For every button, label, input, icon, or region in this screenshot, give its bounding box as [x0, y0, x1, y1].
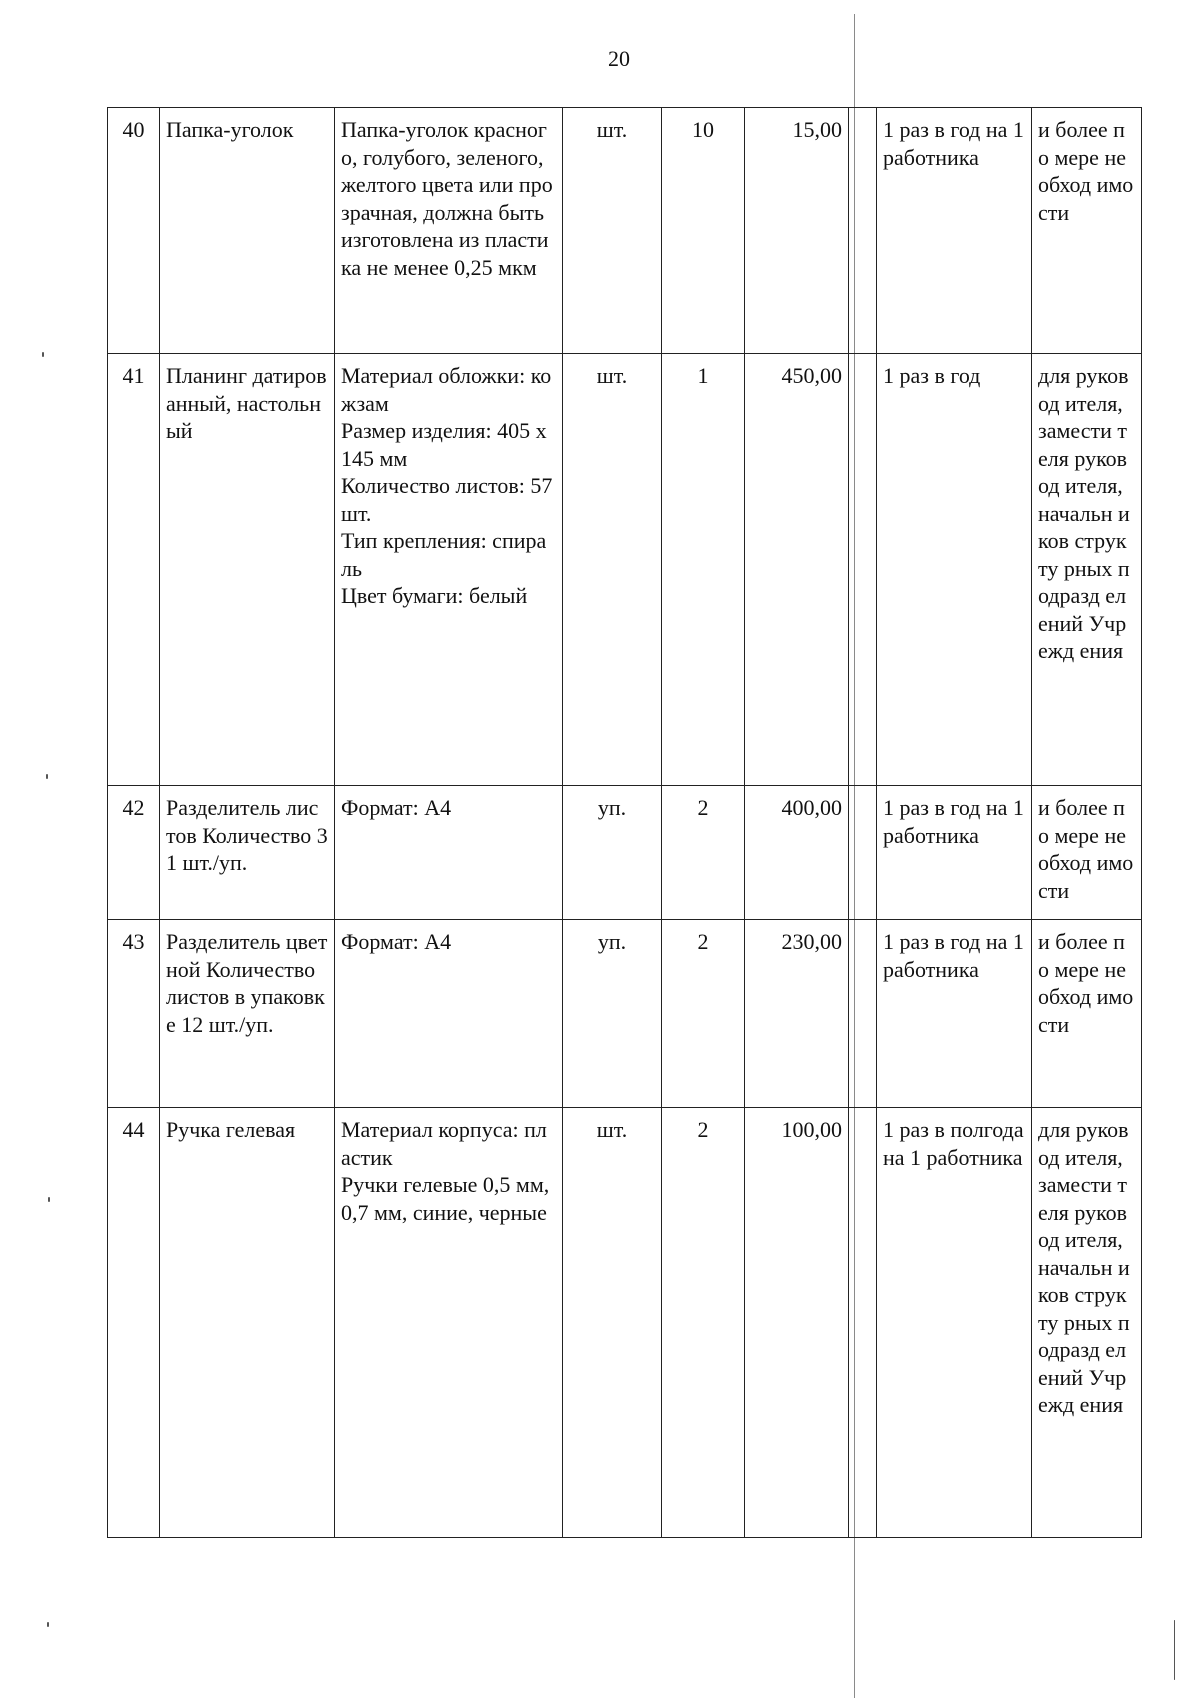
item-unit: шт.	[563, 1108, 662, 1538]
spacer-cell	[849, 108, 877, 354]
table-row	[108, 786, 1142, 920]
item-price: 230,00	[745, 920, 849, 1108]
row-number: 40	[108, 108, 160, 354]
item-price: 450,00	[745, 354, 849, 786]
table-row	[108, 1108, 1142, 1538]
scan-speck	[48, 1197, 50, 1202]
item-price: 15,00	[745, 108, 849, 354]
item-quantity: 10	[662, 108, 745, 354]
scan-speck	[46, 774, 48, 779]
item-note: и более по мере необход имости	[1032, 108, 1142, 354]
item-description: Папка-уголок красного, голубого, зеленого, желтого цвета или прозрачная, должна быть изготовлена из пластика не менее 0,25 мкм	[335, 108, 563, 354]
supplies-table	[107, 107, 1142, 1538]
item-description: Материал обложки: кожзам Размер изделия: 405 х 145 мм Количество листов: 57 шт. Тип крепления: спираль Цвет бумаги: белый	[335, 354, 563, 786]
item-name: Разделитель листов Количество 31 шт./уп.	[160, 786, 335, 920]
item-note: и более по мере необход имости	[1032, 920, 1142, 1108]
item-unit: уп.	[563, 786, 662, 920]
item-name: Разделитель цветной Количество листов в упаковке 12 шт./уп.	[160, 920, 335, 1108]
item-frequency: 1 раз в год на 1 работника	[877, 786, 1032, 920]
item-unit: уп.	[563, 920, 662, 1108]
item-frequency: 1 раз в год на 1 работника	[877, 108, 1032, 354]
table-row	[108, 354, 1142, 786]
spacer-cell	[849, 920, 877, 1108]
item-description: Формат: А4	[335, 786, 563, 920]
row-number: 43	[108, 920, 160, 1108]
item-description: Материал корпуса: пластик Ручки гелевые 0,5 мм, 0,7 мм, синие, черные	[335, 1108, 563, 1538]
item-unit: шт.	[563, 108, 662, 354]
item-description: Формат: А4	[335, 920, 563, 1108]
item-quantity: 2	[662, 1108, 745, 1538]
item-frequency: 1 раз в полгода на 1 работника	[877, 1108, 1032, 1538]
item-unit: шт.	[563, 354, 662, 786]
item-note: для руковод ителя, замести теля руковод ителя, начальн иков структу рных подразд елений Учрежд ения	[1032, 1108, 1142, 1538]
page-number: 20	[608, 46, 630, 71]
row-number: 44	[108, 1108, 160, 1538]
table-row	[108, 920, 1142, 1108]
row-number: 42	[108, 786, 160, 920]
item-frequency: 1 раз в год	[877, 354, 1032, 786]
item-price: 100,00	[745, 1108, 849, 1538]
scan-speck	[42, 352, 44, 357]
spacer-cell	[849, 1108, 877, 1538]
item-frequency: 1 раз в год на 1 работника	[877, 920, 1032, 1108]
item-quantity: 1	[662, 354, 745, 786]
spacer-cell	[849, 786, 877, 920]
item-quantity: 2	[662, 920, 745, 1108]
scan-speck	[1174, 1620, 1175, 1680]
table-row	[108, 108, 1142, 354]
spacer-cell	[849, 354, 877, 786]
item-name: Ручка гелевая	[160, 1108, 335, 1538]
item-price: 400,00	[745, 786, 849, 920]
row-number: 41	[108, 354, 160, 786]
item-name: Папка-уголок	[160, 108, 335, 354]
scan-speck	[47, 1622, 49, 1627]
item-note: и более по мере необход имости	[1032, 786, 1142, 920]
item-note: для руковод ителя, замести теля руковод ителя, начальн иков структу рных подразд елений Учрежд ения	[1032, 354, 1142, 786]
item-quantity: 2	[662, 786, 745, 920]
item-name: Планинг датированный, настольный	[160, 354, 335, 786]
